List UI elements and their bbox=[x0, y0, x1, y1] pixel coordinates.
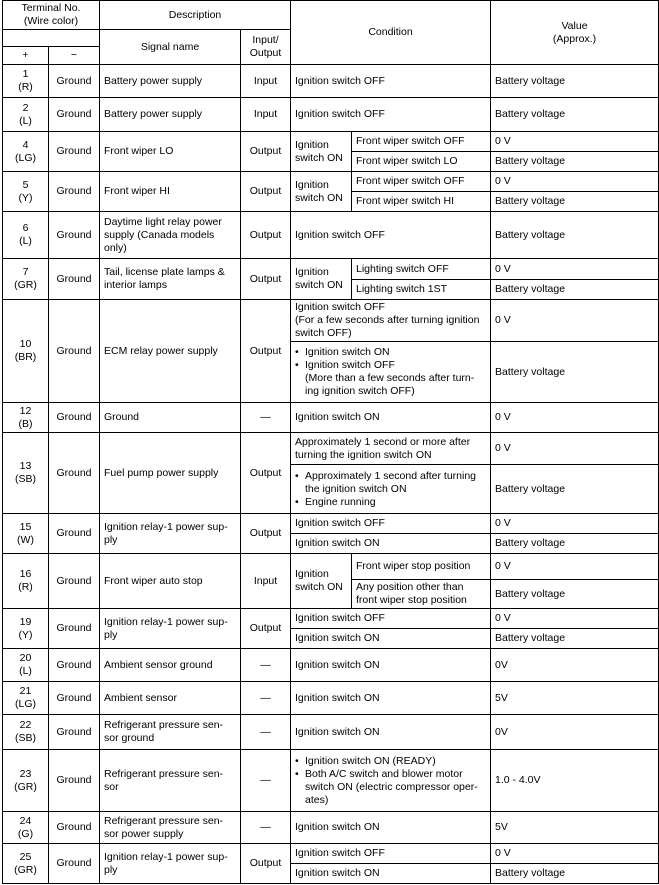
signal-name: Ignition relay-1 power sup-ply bbox=[100, 844, 241, 884]
signal-name: Refrigerant pressure sen-sor ground bbox=[100, 715, 241, 750]
terminal-no-header: Terminal No. (Wire color) bbox=[3, 1, 100, 30]
condition: Ignition switch OFF bbox=[291, 609, 491, 629]
condition-sub: Any position other than front wiper stop position bbox=[352, 580, 491, 609]
condition-bullet-list bbox=[295, 470, 486, 509]
value: 0 V bbox=[491, 554, 659, 580]
terminal-no: 12 bbox=[19, 404, 32, 417]
wire-color: (G) bbox=[17, 827, 34, 840]
description-header: Description bbox=[100, 1, 291, 30]
value: Battery voltage bbox=[491, 192, 659, 212]
value: Battery voltage bbox=[491, 98, 659, 132]
wire-color: (BR) bbox=[14, 351, 37, 363]
wire-color: (L) bbox=[19, 114, 32, 127]
value: Battery voltage bbox=[491, 152, 659, 172]
ground-label: Ground bbox=[49, 609, 100, 649]
terminal-no: 23 bbox=[19, 767, 32, 780]
condition: Ignition switch ON bbox=[291, 649, 491, 682]
wire-color: (Y) bbox=[18, 628, 33, 641]
value: 5V bbox=[491, 682, 659, 715]
value: Battery voltage bbox=[491, 465, 659, 514]
condition: Ignition switch OFF bbox=[291, 844, 491, 864]
table-row bbox=[3, 172, 659, 192]
value: 1.0 - 4.0V bbox=[491, 750, 659, 812]
wire-color: (SB) bbox=[15, 473, 36, 485]
signal-name: Front wiper HI bbox=[100, 172, 241, 212]
wire-color: (GR) bbox=[14, 279, 37, 291]
terminal-no: 25 bbox=[19, 850, 32, 863]
input-output: — bbox=[241, 750, 291, 812]
ground-label: Ground bbox=[49, 403, 100, 433]
ground-label: Ground bbox=[49, 172, 100, 212]
condition-bullet: • Engine running bbox=[305, 496, 486, 509]
input-output: Output bbox=[241, 132, 291, 172]
terminal-number bbox=[3, 212, 49, 259]
value: 0 V bbox=[491, 609, 659, 629]
terminal-number bbox=[3, 844, 49, 884]
value: Battery voltage bbox=[491, 580, 659, 609]
table-row bbox=[3, 844, 659, 864]
input-output: Output bbox=[241, 259, 291, 300]
ground-label: Ground bbox=[49, 259, 100, 300]
input-output: Output bbox=[241, 433, 291, 514]
condition: Approximately 1 second or more after turning the ignition switch ON bbox=[291, 433, 491, 465]
input-output: — bbox=[241, 403, 291, 433]
signal-name: Daytime light relay power supply (Canada models only) bbox=[100, 212, 241, 259]
condition-bullet-list bbox=[295, 346, 486, 398]
ground-label: Ground bbox=[49, 554, 100, 609]
value: Battery voltage bbox=[491, 212, 659, 259]
table-row bbox=[3, 433, 659, 465]
table-row bbox=[3, 649, 659, 682]
table-row bbox=[3, 715, 659, 750]
input-output: Output bbox=[241, 172, 291, 212]
condition: Ignition switch ON bbox=[291, 682, 491, 715]
table-row bbox=[3, 259, 659, 280]
signal-name: Ground bbox=[100, 403, 241, 433]
table-row bbox=[3, 212, 659, 259]
input-output: — bbox=[241, 649, 291, 682]
wire-color: (W) bbox=[17, 533, 34, 546]
terminal-number bbox=[3, 403, 49, 433]
input-output: Input bbox=[241, 554, 291, 609]
condition: Ignition switch OFF bbox=[291, 514, 491, 534]
input-output: Output bbox=[241, 212, 291, 259]
condition bbox=[291, 750, 491, 812]
signal-name: Ignition relay-1 power sup-ply bbox=[100, 609, 241, 649]
wire-color: (L) bbox=[19, 665, 32, 677]
wire-color: (SB) bbox=[15, 732, 36, 744]
terminal-number bbox=[3, 750, 49, 812]
condition: Ignition switch ON bbox=[291, 629, 491, 649]
table-row bbox=[3, 682, 659, 715]
value-header: Value (Approx.) bbox=[491, 1, 659, 65]
value: Battery voltage bbox=[491, 629, 659, 649]
plus-header: + bbox=[3, 47, 49, 65]
condition-header: Condition bbox=[291, 1, 491, 65]
terminal-number bbox=[3, 132, 49, 172]
terminal-no: 21 bbox=[19, 685, 32, 697]
ground-label: Ground bbox=[49, 132, 100, 172]
input-output: Output bbox=[241, 844, 291, 884]
signal-name: Tail, license plate lamps & interior lamps bbox=[100, 259, 241, 300]
signal-name: Refrigerant pressure sen-sor power supply bbox=[100, 812, 241, 844]
ground-label: Ground bbox=[49, 212, 100, 259]
terminal-number bbox=[3, 649, 49, 682]
table-row bbox=[3, 812, 659, 844]
value: 0V bbox=[491, 649, 659, 682]
signal-name: Fuel pump power supply bbox=[100, 433, 241, 514]
condition-sub: Front wiper switch LO bbox=[352, 152, 491, 172]
condition-bullet-list bbox=[295, 755, 486, 807]
signal-name-header: Signal name bbox=[100, 30, 241, 65]
table-row bbox=[3, 554, 659, 580]
condition-sub: Front wiper switch HI bbox=[352, 192, 491, 212]
signal-name: ECM relay power supply bbox=[100, 300, 241, 403]
ground-label: Ground bbox=[49, 649, 100, 682]
terminal-number bbox=[3, 300, 49, 403]
condition-bullet: • Approximately 1 second after turning the ignition switch ON bbox=[305, 470, 486, 496]
signal-name: Refrigerant pressure sen-sor bbox=[100, 750, 241, 812]
value: 0 V bbox=[491, 300, 659, 342]
terminal-no: 16 bbox=[19, 568, 32, 580]
table-row bbox=[3, 403, 659, 433]
signal-name: Front wiper LO bbox=[100, 132, 241, 172]
terminal-spec-table bbox=[2, 0, 659, 884]
input-output: Input bbox=[241, 98, 291, 132]
wire-color: (LG) bbox=[15, 698, 36, 710]
input-output: — bbox=[241, 812, 291, 844]
wire-color: (LG) bbox=[15, 151, 36, 164]
terminal-no: 1 bbox=[22, 68, 29, 80]
wire-color: (GR) bbox=[14, 863, 37, 876]
ground-label: Ground bbox=[49, 715, 100, 750]
table-row bbox=[3, 514, 659, 534]
value: 0 V bbox=[491, 844, 659, 864]
condition-main: Ignition switch ON bbox=[291, 172, 352, 212]
condition: Ignition switch OFF bbox=[291, 65, 491, 98]
terminal-no: 10 bbox=[19, 338, 32, 350]
wire-color: (R) bbox=[18, 81, 33, 93]
condition-sub: Front wiper switch OFF bbox=[352, 172, 491, 192]
terminal-no: 15 bbox=[19, 520, 32, 533]
terminal-no: 6 bbox=[22, 222, 29, 234]
value: 0 V bbox=[491, 132, 659, 152]
condition: Ignition switch OFF bbox=[291, 98, 491, 132]
table-row bbox=[3, 65, 659, 98]
terminal-no: 7 bbox=[22, 266, 29, 278]
value: 0 V bbox=[491, 403, 659, 433]
table-row bbox=[3, 300, 659, 342]
terminal-no: 4 bbox=[22, 138, 29, 151]
ground-label: Ground bbox=[49, 65, 100, 98]
wire-color: (L) bbox=[19, 235, 32, 247]
input-output: Output bbox=[241, 514, 291, 554]
signal-name: Battery power supply bbox=[100, 98, 241, 132]
value: Battery voltage bbox=[491, 342, 659, 403]
condition-bullet: • Ignition switch ON bbox=[305, 346, 486, 359]
terminal-number bbox=[3, 554, 49, 609]
condition: Ignition switch ON bbox=[291, 864, 491, 884]
ground-label: Ground bbox=[49, 812, 100, 844]
terminal-header-spacer bbox=[3, 30, 100, 47]
condition-sub: Front wiper switch OFF bbox=[352, 132, 491, 152]
signal-name: Ambient sensor bbox=[100, 682, 241, 715]
input-output: Output bbox=[241, 300, 291, 403]
condition-main: Ignition switch ON bbox=[291, 554, 352, 609]
condition-bullet: • Both A/C switch and blower motor switch ON (electric compressor oper-ates) bbox=[305, 768, 486, 807]
terminal-number bbox=[3, 682, 49, 715]
terminal-no: 5 bbox=[22, 178, 29, 191]
ground-label: Ground bbox=[49, 433, 100, 514]
ground-label: Ground bbox=[49, 844, 100, 884]
input-output: — bbox=[241, 715, 291, 750]
condition-sub: Lighting switch 1ST bbox=[352, 280, 491, 300]
input-output: — bbox=[241, 682, 291, 715]
condition-sub: Lighting switch OFF bbox=[352, 259, 491, 280]
condition bbox=[291, 342, 491, 403]
ground-label: Ground bbox=[49, 514, 100, 554]
terminal-number bbox=[3, 609, 49, 649]
value: 0 V bbox=[491, 514, 659, 534]
ground-label: Ground bbox=[49, 98, 100, 132]
value: Battery voltage bbox=[491, 280, 659, 300]
signal-name: Front wiper auto stop bbox=[100, 554, 241, 609]
terminal-number bbox=[3, 715, 49, 750]
wire-color: (B) bbox=[18, 417, 33, 430]
ground-label: Ground bbox=[49, 750, 100, 812]
table-row bbox=[3, 98, 659, 132]
minus-header: − bbox=[49, 47, 100, 65]
value: 0 V bbox=[491, 433, 659, 465]
wire-color: (Y) bbox=[18, 191, 33, 204]
ground-label: Ground bbox=[49, 682, 100, 715]
signal-name: Battery power supply bbox=[100, 65, 241, 98]
condition: Ignition switch ON bbox=[291, 403, 491, 433]
wire-color: (R) bbox=[18, 581, 33, 593]
wire-color: (GR) bbox=[14, 780, 37, 793]
input-output: Output bbox=[241, 609, 291, 649]
value: 0V bbox=[491, 715, 659, 750]
value: Battery voltage bbox=[491, 65, 659, 98]
terminal-number bbox=[3, 433, 49, 514]
condition-bullet: • Ignition switch OFF (More than a few seconds after turn-ing ignition switch OFF) bbox=[305, 359, 486, 398]
table-row bbox=[3, 132, 659, 152]
condition: Ignition switch OFF (For a few seconds after turning ignition switch OFF) bbox=[291, 300, 491, 342]
value: 5V bbox=[491, 812, 659, 844]
terminal-number bbox=[3, 98, 49, 132]
terminal-no: 19 bbox=[19, 615, 32, 628]
terminal-number bbox=[3, 514, 49, 554]
signal-name: Ignition relay-1 power sup-ply bbox=[100, 514, 241, 554]
terminal-number bbox=[3, 172, 49, 212]
terminal-no: 22 bbox=[19, 719, 32, 731]
value: Battery voltage bbox=[491, 534, 659, 554]
table-row bbox=[3, 609, 659, 629]
condition bbox=[291, 465, 491, 514]
condition: Ignition switch ON bbox=[291, 812, 491, 844]
condition: Ignition switch ON bbox=[291, 534, 491, 554]
value: 0 V bbox=[491, 172, 659, 192]
terminal-number bbox=[3, 812, 49, 844]
table-row bbox=[3, 750, 659, 812]
input-output: Input bbox=[241, 65, 291, 98]
terminal-number bbox=[3, 65, 49, 98]
value: 0 V bbox=[491, 259, 659, 280]
terminal-no: 24 bbox=[19, 814, 32, 827]
terminal-no: 20 bbox=[19, 652, 32, 664]
condition-sub: Front wiper stop position bbox=[352, 554, 491, 580]
condition: Ignition switch ON bbox=[291, 715, 491, 750]
condition: Ignition switch OFF bbox=[291, 212, 491, 259]
ground-label: Ground bbox=[49, 300, 100, 403]
value: Battery voltage bbox=[491, 864, 659, 884]
condition-main: Ignition switch ON bbox=[291, 132, 352, 172]
condition-bullet: • Ignition switch ON (READY) bbox=[305, 755, 486, 768]
terminal-number bbox=[3, 259, 49, 300]
condition-main: Ignition switch ON bbox=[291, 259, 352, 300]
terminal-no: 2 bbox=[22, 101, 29, 114]
terminal-no: 13 bbox=[19, 460, 32, 472]
signal-name: Ambient sensor ground bbox=[100, 649, 241, 682]
input-output-header: Input/ Output bbox=[241, 30, 291, 65]
